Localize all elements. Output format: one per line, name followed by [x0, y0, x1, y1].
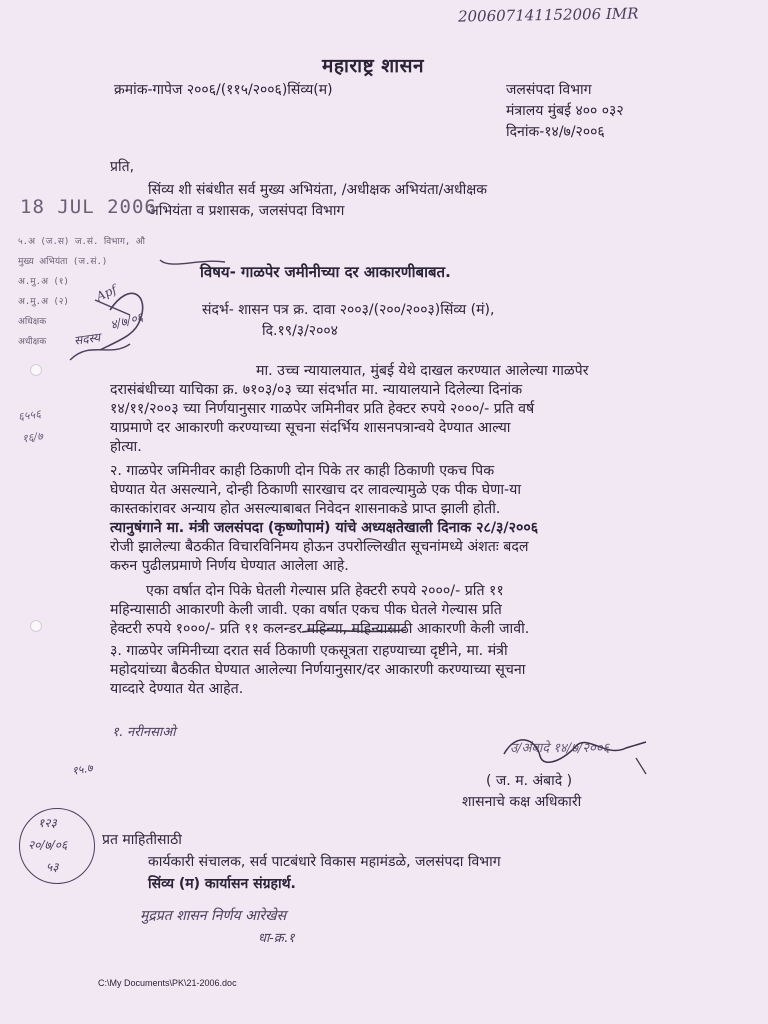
handwritten-initials: १. नरीनसाओ	[112, 725, 176, 740]
paragraph-line: कास्तकांरावर अन्याय होत असल्याबाबत निवेदन शासनाकडे प्राप्त झाली होती.	[110, 501, 501, 517]
margin-handwriting: १६/७	[21, 429, 44, 446]
paragraph-line: रोजी झालेल्या बैठकीत विचारविनिमय होऊन उपरोल्लिखीत सूचनांमध्ये अंशतः बदल	[110, 539, 529, 555]
department-address: मंत्रालय मुंबई ४०० ०३२	[506, 103, 624, 119]
margin-note: अधीक्षक	[18, 337, 47, 347]
paragraph-line: महोदयांच्या बैठकीत घेण्यात आलेल्या निर्णयानुसार/दर आकारणी करण्याच्या सूचना	[110, 662, 526, 678]
paragraph-line: याव्दारे देण्यात येत आहेत.	[110, 681, 244, 697]
circled-note-line: २०/७/०६	[28, 838, 68, 852]
handwritten-initials: १५.७	[71, 761, 94, 778]
paragraph-line: होत्या.	[110, 439, 142, 455]
recipient-line-1: सिंव्य शी संबंधीत सर्व मुख्य अभियंता, /अधीक्षक अभियंता/अधीक्षक	[148, 182, 488, 198]
copy-heading: प्रत माहितीसाठी	[102, 832, 182, 848]
recipient-line-2: अभियंता व प्रशासक, जलसंपदा विभाग	[148, 203, 345, 219]
margin-note: ५.अ (ज.स) ज.सं. विभाग, औ	[18, 237, 145, 247]
strike-through-mark	[300, 626, 410, 636]
reference-line-1: संदर्भ- शासन पत्र क्र. दावा २००३/(२००/२००३)सिंव्य (मं),	[202, 302, 495, 318]
margin-note: अ.मु.अ (१)	[18, 277, 69, 287]
margin-note: अधिक्षक	[18, 317, 47, 327]
paragraph-line: २. गाळपेर जमिनीवर काही ठिकाणी दोन पिके तर काही ठिकाणी एकच पिक	[110, 463, 495, 479]
handwritten-note: मुद्रप्रत शासन निर्णय आरेखेस	[140, 908, 287, 924]
subject-line: विषय- गाळपेर जमीनीच्या दर आकारणीबाबत.	[200, 263, 451, 281]
department-name: जलसंपदा विभाग	[506, 82, 592, 98]
signatory-name: ( ज. म. अंबादे )	[486, 773, 573, 789]
circled-note-line: १२३	[38, 816, 57, 830]
paragraph-line: हेक्टरी रुपये १०००/- प्रति ११ कलन्डर महिन्या, महिन्यासाठी आकारणी केली जावी.	[110, 621, 530, 637]
order-number: क्रमांक-गापेज २००६/(११५/२००६)सिंव्य(म)	[114, 82, 333, 98]
circled-note-line: ५३	[46, 860, 59, 874]
recipient-salutation: प्रति,	[110, 159, 135, 175]
copy-line-2: सिंव्य (म) कार्यासन संग्रहार्थ.	[148, 876, 296, 892]
handwritten-note: धा-क्र.१	[258, 931, 295, 946]
footer-file-path: C:\My Documents\PK\21-2006.doc	[98, 978, 237, 988]
margin-handwriting: ४/७/०६	[108, 309, 145, 333]
paragraph-1	[110, 362, 680, 457]
letter-date: दिनांक-१४/७/२००६	[506, 124, 605, 140]
paragraph-line: १४/११/२००३ च्या निर्णयानुसार गाळपेर जमिनीवर प्रति हेक्टर रुपये २०००/- प्रति वर्ष	[110, 401, 535, 417]
paragraph-2	[110, 462, 680, 576]
paragraph-line: करुन पुढीलप्रमाणे निर्णय घेण्यात आलेला आहे.	[110, 558, 349, 574]
paragraph-line: महिन्यासाठी आकारणी केली जावी. एका वर्षात एकच पीक घेतले गेल्यास प्रति	[110, 602, 502, 618]
margin-handwriting: Apf	[94, 282, 119, 304]
paragraph-line: घेण्यात येत असल्याने, दोन्ही ठिकाणी सारखाच दर लावल्यामुळे एक पीक घेणा-या	[110, 482, 522, 498]
handwritten-reference: 200607141152006 IMR	[457, 4, 639, 26]
paragraph-line: ३. गाळपेर जमिनीच्या दरात सर्व ठिकाणी एकसूत्रता राहण्याच्या दृष्टीने, मा. मंत्री	[110, 643, 508, 659]
paragraph-line: त्यानुषंगाने मा. मंत्री जलसंपदा (कृष्णोपामं) यांचे अध्यक्षतेखाली दिनाक २८/३/२००६	[110, 520, 539, 536]
paragraph-line: मा. उच्च न्यायालयात, मुंबई येथे दाखल करण्यात आलेल्या गाळपेर	[256, 363, 589, 379]
punch-hole	[30, 620, 42, 632]
letter-title: महाराष्ट्र शासन	[322, 55, 425, 77]
copy-line-1: कार्यकारी संचालक, सर्व पाटबंधारे विकास महामंडळे, जलसंपदा विभाग	[148, 854, 501, 870]
paragraph-3	[110, 642, 680, 699]
paragraph-line: याप्रमाणे दर आकारणी करण्याच्या सूचना संदर्भिय शासनपत्रान्वये देण्यात आल्या	[110, 420, 511, 436]
paragraph-line: एका वर्षात दोन पिके घेतली गेल्यास प्रति हेक्टरी रुपये २०००/- प्रति ११	[146, 583, 504, 599]
paragraph-line: दरासंबंधीच्या याचिका क्र. ७१०३/०३ च्या संदर्भात मा. न्यायालयाने दिलेल्या दिनांक	[110, 382, 523, 398]
signatory-designation: शासनाचे कक्ष अधिकारी	[462, 794, 582, 810]
reference-line-2: दि.१९/३/२००४	[262, 323, 338, 339]
margin-handwriting: सदस्य	[73, 330, 102, 348]
received-date-stamp: 18 JUL 2006	[20, 196, 157, 218]
margin-note: मुख्य अभियंता (ज.सं.)	[18, 257, 108, 267]
handwritten-signature: उ/अंबादे १४/७/२००६	[510, 741, 610, 756]
margin-note: अ.मु.अ (२)	[18, 297, 69, 307]
margin-handwriting: ६५५६	[17, 407, 42, 424]
